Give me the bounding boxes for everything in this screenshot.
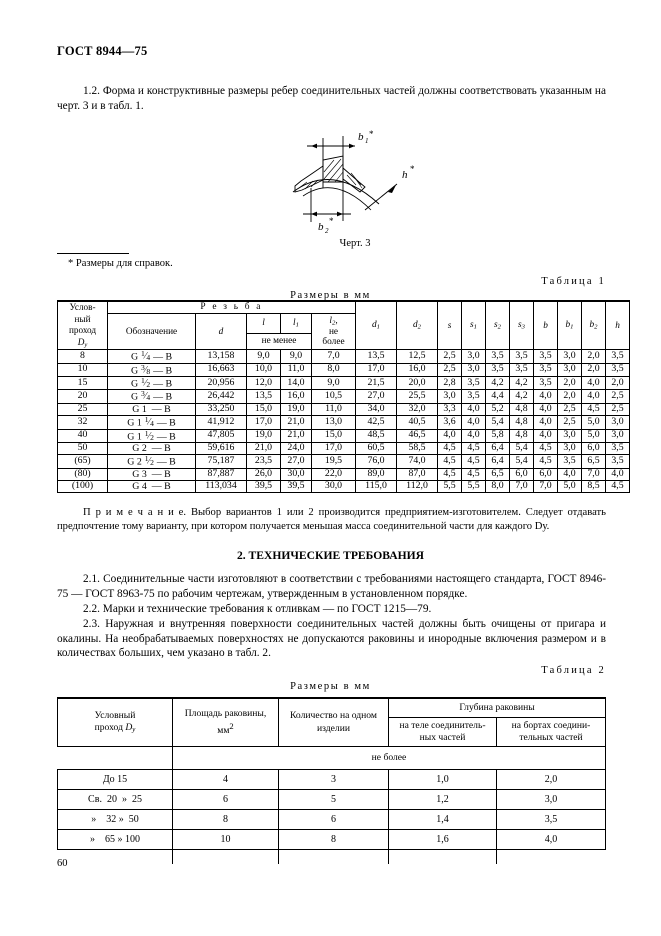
table2-cell-count: 8	[279, 830, 389, 850]
figure-label-b2: b	[318, 221, 324, 233]
table1-cell-b2: 5,0	[582, 429, 606, 442]
table1-cell-s1: 3,0	[462, 350, 486, 363]
table1-cell-l2: 7,0	[312, 350, 356, 363]
table1-cell-s3: 3,5	[510, 363, 534, 376]
table1-cell-b1: 2,0	[558, 377, 582, 390]
table1-cell-d2: 74,0	[397, 455, 438, 468]
table-row	[58, 377, 630, 390]
table1-cell-dy: 40	[58, 429, 108, 442]
table2-cell-depth-body: 1,2	[389, 790, 497, 810]
table1-cell-l: 39,5	[247, 481, 281, 493]
table1-cell-s: 3,0	[438, 390, 462, 403]
table1-cell-s2: 5,2	[486, 403, 510, 415]
table1-cell-dy: (80)	[58, 468, 108, 480]
table1-cell-s: 4,5	[438, 455, 462, 468]
table1-cell-b2: 4,0	[582, 377, 606, 390]
section-2-title: 2. ТЕХНИЧЕСКИЕ ТРЕБОВАНИЯ	[236, 549, 425, 562]
table1-cell-l: 10,0	[247, 363, 281, 376]
table2-th-count: Количество на одном изделии	[279, 698, 389, 747]
table2-th-not-more: не более	[173, 747, 606, 770]
table1-cell-s3: 4,2	[510, 390, 534, 403]
table1-cell-d1: 13,5	[356, 350, 397, 363]
table1-cell-s1: 4,5	[462, 468, 486, 480]
table1-cell-h: 2,0	[606, 377, 630, 390]
table1-cell-s: 4,0	[438, 429, 462, 442]
svg-text:*: *	[329, 216, 334, 226]
table2-cell-count: 6	[279, 810, 389, 830]
table1-cell-b: 4,5	[534, 442, 558, 454]
table1-cell-b1: 2,5	[558, 416, 582, 429]
table1-cell-l: 19,0	[247, 429, 281, 442]
table1-cell-designation: G $^3⁄_4$ — B	[108, 390, 196, 403]
table1-cell-d: 113,034	[196, 481, 247, 493]
table1-th-d: d	[196, 314, 247, 350]
table2-sizes-caption: Размеры в мм	[290, 681, 371, 692]
table2-header-row-1	[58, 698, 606, 718]
table1-cell-b1: 3,0	[558, 350, 582, 363]
table2-spacer-cell	[389, 850, 497, 865]
table1-cell-d: 87,887	[196, 468, 247, 480]
table1-sizes-caption: Размеры в мм	[290, 290, 371, 301]
table1-cell-designation: G 2 — B	[108, 442, 196, 454]
clause-1-2-text: 1.2. Форма и конструктивные размеры ребер соединительных частей должны соответствовать указанным на черт. 3 и в табл. 1.	[57, 85, 606, 112]
table1-cell-l1: 27,0	[281, 455, 312, 468]
table1-cell-designation: G 1 $^1⁄_2$ — B	[108, 429, 196, 442]
table1-cell-l1: 9,0	[281, 350, 312, 363]
table2-spacer-cell	[58, 850, 173, 865]
table1-cell-h: 3,0	[606, 429, 630, 442]
table1-cell-b2: 7,0	[582, 468, 606, 480]
table1-cell-d2: 20,0	[397, 377, 438, 390]
table1-cell-s2: 8,0	[486, 481, 510, 493]
table2-cell-range: До 15	[58, 770, 173, 790]
table1-cell-l1: 16,0	[281, 390, 312, 403]
table1-cell-s3: 4,8	[510, 416, 534, 429]
table1-cell-b2: 8,5	[582, 481, 606, 493]
table1-cell-s1: 4,0	[462, 429, 486, 442]
table-row	[58, 810, 606, 830]
table2-spacer-cell	[173, 850, 279, 865]
table1-cell-designation: G 1 — B	[108, 403, 196, 415]
table1-th-d1: $d_1$	[356, 301, 397, 350]
table1-th-l: l	[247, 314, 281, 334]
table1-cell-l1: 19,0	[281, 403, 312, 415]
table2-cell-range: Св. 20 » 25	[58, 790, 173, 810]
table1-cell-h: 4,0	[606, 468, 630, 480]
table-row	[58, 481, 630, 493]
table1-th-b: b	[534, 301, 558, 350]
table1-header-row-1	[58, 301, 630, 314]
table1-cell-d: 16,663	[196, 363, 247, 376]
table2-cell-depth-flange: 3,5	[497, 810, 606, 830]
clause-2-3	[57, 617, 606, 661]
table1-cell-d2: 16,0	[397, 363, 438, 376]
table1-cell-l: 17,0	[247, 416, 281, 429]
table-row	[58, 770, 606, 790]
table1-cell-dy: 50	[58, 442, 108, 454]
table1-cell-dy: (100)	[58, 481, 108, 493]
clause-2-1-text: 2.1. Соединительные части изготовляют в соответствии с требованиями настоящего стандарта, ГОСТ 8946-75 — ГОСТ 8963-75 по рабочим чертежам, утвержденным в установленном порядке.	[57, 573, 606, 600]
table1-cell-designation: G $^1⁄_2$ — B	[108, 377, 196, 390]
table2-spacer-cell	[497, 850, 606, 865]
table2-cell-area: 10	[173, 830, 279, 850]
table1-body	[58, 350, 630, 493]
table2-cell-range: » 32 » 50	[58, 810, 173, 830]
table1-cell-h: 3,5	[606, 455, 630, 468]
table1-cell-d2: 46,5	[397, 429, 438, 442]
table1-cell-l1: 30,0	[281, 468, 312, 480]
table-row	[58, 830, 606, 850]
table1-cell-s3: 6,0	[510, 468, 534, 480]
standard-id: ГОСТ 8944—75	[57, 44, 148, 58]
table1-cell-l2: 17,0	[312, 442, 356, 454]
figure-3-drawing	[255, 126, 455, 238]
table-1	[57, 300, 630, 493]
table1-cell-l1: 21,0	[281, 429, 312, 442]
table1-cell-s3: 5,4	[510, 455, 534, 468]
table1-cell-d: 75,187	[196, 455, 247, 468]
table1-cell-s2: 4,2	[486, 377, 510, 390]
table1-note	[57, 506, 606, 534]
table1-th-thread-group: Р е з ь б а	[108, 301, 356, 314]
table-row	[58, 429, 630, 442]
table1-th-s1: $s_1$	[462, 301, 486, 350]
table1-cell-s1: 4,5	[462, 442, 486, 454]
table1-th-designation: Обозначение	[108, 314, 196, 350]
table2-th-depth-body: на теле соединитель- ных частей	[389, 718, 497, 747]
clause-2-2	[57, 602, 606, 617]
table2-cell-depth-flange: 2,0	[497, 770, 606, 790]
clause-2-1	[57, 572, 606, 601]
table1-cell-b1: 3,0	[558, 429, 582, 442]
table1-label: Таблица 1	[541, 276, 606, 287]
table1-cell-l: 9,0	[247, 350, 281, 363]
table2-cell-depth-body: 1,0	[389, 770, 497, 790]
table1-th-h: h	[606, 301, 630, 350]
table1-cell-dy: (65)	[58, 455, 108, 468]
table1-cell-d: 33,250	[196, 403, 247, 415]
table1-cell-b: 3,5	[534, 363, 558, 376]
table1-note-text: П р и м е ч а н и е. Выбор вариантов 1 или 2 производится предприятием-изготовителем. Следует отдавать предпочтение тому варианту, при котором получается меньшая масса соединительной части для каждого Dу.	[57, 507, 606, 533]
svg-text:2: 2	[325, 227, 329, 235]
table1-cell-s2: 6,4	[486, 455, 510, 468]
table2-head	[58, 698, 606, 770]
table2-cell-area: 4	[173, 770, 279, 790]
table-row	[58, 363, 630, 376]
table1-cell-b2: 2,0	[582, 363, 606, 376]
table1-cell-h: 3,5	[606, 442, 630, 454]
table1-cell-d: 47,805	[196, 429, 247, 442]
table1-cell-l1: 24,0	[281, 442, 312, 454]
table1-cell-dy: 8	[58, 350, 108, 363]
footnote: * Размеры для справок.	[68, 258, 173, 269]
table1-cell-s1: 5,5	[462, 481, 486, 493]
table-row	[58, 442, 630, 454]
table1-cell-b: 7,0	[534, 481, 558, 493]
table1-cell-l1: 14,0	[281, 377, 312, 390]
table1-cell-d1: 48,5	[356, 429, 397, 442]
table1-cell-h: 3,0	[606, 416, 630, 429]
table1-cell-d2: 58,5	[397, 442, 438, 454]
table1-cell-s2: 6,5	[486, 468, 510, 480]
svg-text:1: 1	[365, 137, 369, 145]
table-row	[58, 416, 630, 429]
table2-cell-depth-body: 1,4	[389, 810, 497, 830]
table1-cell-l: 13,5	[247, 390, 281, 403]
table1-th-b2: $b_2$	[582, 301, 606, 350]
table1-cell-s: 4,5	[438, 442, 462, 454]
table1-cell-b2: 6,0	[582, 442, 606, 454]
table1-cell-d: 26,442	[196, 390, 247, 403]
table1-cell-h: 3,5	[606, 350, 630, 363]
table1-cell-d: 59,616	[196, 442, 247, 454]
table1-cell-d1: 27,0	[356, 390, 397, 403]
table1-th-s: s	[438, 301, 462, 350]
table1-cell-d1: 17,0	[356, 363, 397, 376]
table1-cell-dy: 15	[58, 377, 108, 390]
table1-cell-d2: 32,0	[397, 403, 438, 415]
table-row	[58, 790, 606, 810]
svg-text:*: *	[410, 164, 415, 174]
table1-cell-b: 4,0	[534, 390, 558, 403]
footnote-rule	[57, 253, 129, 254]
table1-cell-l: 12,0	[247, 377, 281, 390]
table1-cell-s: 2,5	[438, 350, 462, 363]
table1-cell-d1: 34,0	[356, 403, 397, 415]
table1-th-b1: $b_1$	[558, 301, 582, 350]
table1-cell-d1: 76,0	[356, 455, 397, 468]
table1-cell-h: 4,5	[606, 481, 630, 493]
table1-cell-l2: 13,0	[312, 416, 356, 429]
table1-cell-s: 3,3	[438, 403, 462, 415]
table1-cell-b2: 5,0	[582, 416, 606, 429]
table1-cell-b2: 4,0	[582, 390, 606, 403]
table1-cell-l2: 10,5	[312, 390, 356, 403]
table2-cell-count: 3	[279, 770, 389, 790]
table1-cell-s3: 4,2	[510, 377, 534, 390]
table1-cell-b1: 3,5	[558, 455, 582, 468]
table1-cell-d2: 12,5	[397, 350, 438, 363]
table2-header-row-3	[58, 747, 606, 770]
table1-cell-b1: 3,0	[558, 363, 582, 376]
table1-cell-designation: G 4 — B	[108, 481, 196, 493]
table1-cell-s3: 5,4	[510, 442, 534, 454]
table1-cell-b1: 2,5	[558, 403, 582, 415]
table1-cell-s2: 3,5	[486, 350, 510, 363]
table1-cell-s1: 3,5	[462, 377, 486, 390]
table1-cell-l2: 11,0	[312, 403, 356, 415]
table1-cell-s: 5,5	[438, 481, 462, 493]
clause-2-2-text: 2.2. Марки и технические требования к отливкам — по ГОСТ 1215—79.	[83, 603, 432, 615]
table1-cell-l1: 39,5	[281, 481, 312, 493]
table2-cell-depth-flange: 4,0	[497, 830, 606, 850]
table1-cell-s1: 4,0	[462, 403, 486, 415]
table1-cell-s3: 4,8	[510, 429, 534, 442]
table1-cell-b1: 4,0	[558, 468, 582, 480]
table1-cell-s2: 5,8	[486, 429, 510, 442]
table1-cell-dy: 10	[58, 363, 108, 376]
table2-cell-area: 6	[173, 790, 279, 810]
table1-cell-l1: 21,0	[281, 416, 312, 429]
table1-th-s3: $s_3$	[510, 301, 534, 350]
table2-label: Таблица 2	[541, 665, 606, 676]
table1-cell-d2: 25,5	[397, 390, 438, 403]
table1-th-cond-pass: Услов- ный проход $D_у$	[58, 301, 108, 350]
table2-th-depth-flange: на бортах соедини- тельных частей	[497, 718, 606, 747]
table1-cell-b1: 5,0	[558, 481, 582, 493]
table1-cell-b: 4,0	[534, 416, 558, 429]
table2-spacer-row	[58, 850, 606, 865]
table1-cell-s1: 3,5	[462, 390, 486, 403]
table1-cell-designation: G 2 $^1⁄_2$ — B	[108, 455, 196, 468]
table2-cell-range: » 65 » 100	[58, 830, 173, 850]
table1-cell-s: 2,8	[438, 377, 462, 390]
table1-cell-s3: 7,0	[510, 481, 534, 493]
table1-cell-d1: 60,5	[356, 442, 397, 454]
table1-th-d2: $d_2$	[397, 301, 438, 350]
table2-cell-count: 5	[279, 790, 389, 810]
table1-cell-dy: 25	[58, 403, 108, 415]
table1-cell-s3: 4,8	[510, 403, 534, 415]
table2-cell-depth-body: 1,6	[389, 830, 497, 850]
table1-cell-h: 3,5	[606, 363, 630, 376]
table1-cell-h: 2,5	[606, 403, 630, 415]
clause-2-3-text: 2.3. Наружная и внутренняя поверхности соединительных частей должны быть очищены от пригара и окалины. На необрабатываемых поверхностях не допускаются раковины и инородные включения размером и в количествах больших, чем указано в табл. 2.	[57, 618, 606, 660]
table1-cell-b1: 3,0	[558, 442, 582, 454]
table1-cell-s2: 5,4	[486, 416, 510, 429]
table1-th-s2: $s_2$	[486, 301, 510, 350]
table1-cell-dy: 32	[58, 416, 108, 429]
table1-cell-h: 2,5	[606, 390, 630, 403]
table1-cell-l: 15,0	[247, 403, 281, 415]
figure-caption: Черт. 3	[339, 238, 371, 249]
table1-cell-b2: 4,5	[582, 403, 606, 415]
table1-cell-designation: G 3 — B	[108, 468, 196, 480]
table1-cell-b1: 2,0	[558, 390, 582, 403]
table-row	[58, 390, 630, 403]
table1-cell-b2: 6,5	[582, 455, 606, 468]
table2-cell-depth-flange: 3,0	[497, 790, 606, 810]
table2-cell-area: 8	[173, 810, 279, 830]
figure-3	[255, 126, 455, 249]
table1-cell-b2: 2,0	[582, 350, 606, 363]
table1-cell-s1: 4,5	[462, 455, 486, 468]
table1-cell-s: 4,5	[438, 468, 462, 480]
table1-th-not-less: не менее	[247, 333, 312, 350]
table1-cell-l: 23,5	[247, 455, 281, 468]
table-2	[57, 697, 606, 864]
table1-cell-b: 4,0	[534, 429, 558, 442]
table1-cell-l2: 8,0	[312, 363, 356, 376]
table1-cell-designation: G $^1⁄_4$ — B	[108, 350, 196, 363]
table1-cell-b: 3,5	[534, 377, 558, 390]
table2-th-area: Площадь раковины, $мм^2$	[173, 698, 279, 747]
table1-cell-s2: 6,4	[486, 442, 510, 454]
figure-label-h: h	[402, 169, 408, 181]
table1-cell-l1: 11,0	[281, 363, 312, 376]
table1-cell-d2: 112,0	[397, 481, 438, 493]
svg-text:*: *	[369, 129, 374, 139]
figure-label-b1: b	[358, 131, 364, 143]
table1-cell-d2: 40,5	[397, 416, 438, 429]
page-number: 60	[57, 858, 68, 869]
table2-body	[58, 770, 606, 865]
table1-th-l1: $l_1$	[281, 314, 312, 334]
table1-cell-l2: 30,0	[312, 481, 356, 493]
table1-cell-d1: 89,0	[356, 468, 397, 480]
table1-cell-d1: 21,5	[356, 377, 397, 390]
table1-cell-d: 20,956	[196, 377, 247, 390]
table1-cell-l: 26,0	[247, 468, 281, 480]
table1-cell-b: 3,5	[534, 350, 558, 363]
table1-cell-s1: 3,0	[462, 363, 486, 376]
table1-cell-l2: 19,5	[312, 455, 356, 468]
table-row	[58, 350, 630, 363]
table1-cell-designation: G $^3⁄_8$ — B	[108, 363, 196, 376]
table1-cell-s2: 3,5	[486, 363, 510, 376]
table2-th-cond-pass: Условный проход $D_у$	[58, 698, 173, 747]
table1-cell-s1: 4,0	[462, 416, 486, 429]
table1-cell-designation: G 1 $^1⁄_4$ — B	[108, 416, 196, 429]
table1-cell-l: 21,0	[247, 442, 281, 454]
clause-1-2	[57, 84, 606, 113]
table1-head	[58, 301, 630, 350]
table1-cell-dy: 20	[58, 390, 108, 403]
table2-spacer-cell	[279, 850, 389, 865]
table1-cell-b: 6,0	[534, 468, 558, 480]
table1-cell-d1: 115,0	[356, 481, 397, 493]
table1-cell-s: 2,5	[438, 363, 462, 376]
table1-cell-b: 4,0	[534, 403, 558, 415]
table1-cell-b: 4,5	[534, 455, 558, 468]
table1-cell-l2: 15,0	[312, 429, 356, 442]
table2-th-depth-group: Глубина раковины	[389, 698, 606, 718]
table-row	[58, 403, 630, 415]
table1-cell-d1: 42,5	[356, 416, 397, 429]
table1-cell-s3: 3,5	[510, 350, 534, 363]
table1-cell-l2: 22,0	[312, 468, 356, 480]
table1-cell-d2: 87,0	[397, 468, 438, 480]
table-row	[58, 468, 630, 480]
table1-cell-d: 41,912	[196, 416, 247, 429]
table1-cell-s: 3,6	[438, 416, 462, 429]
table2-th-spacer	[58, 747, 173, 770]
table1-cell-l2: 9,0	[312, 377, 356, 390]
table-row	[58, 455, 630, 468]
table1-cell-s2: 4,4	[486, 390, 510, 403]
table1-th-l2: $l_2$, не более	[312, 314, 356, 350]
table1-cell-d: 13,158	[196, 350, 247, 363]
